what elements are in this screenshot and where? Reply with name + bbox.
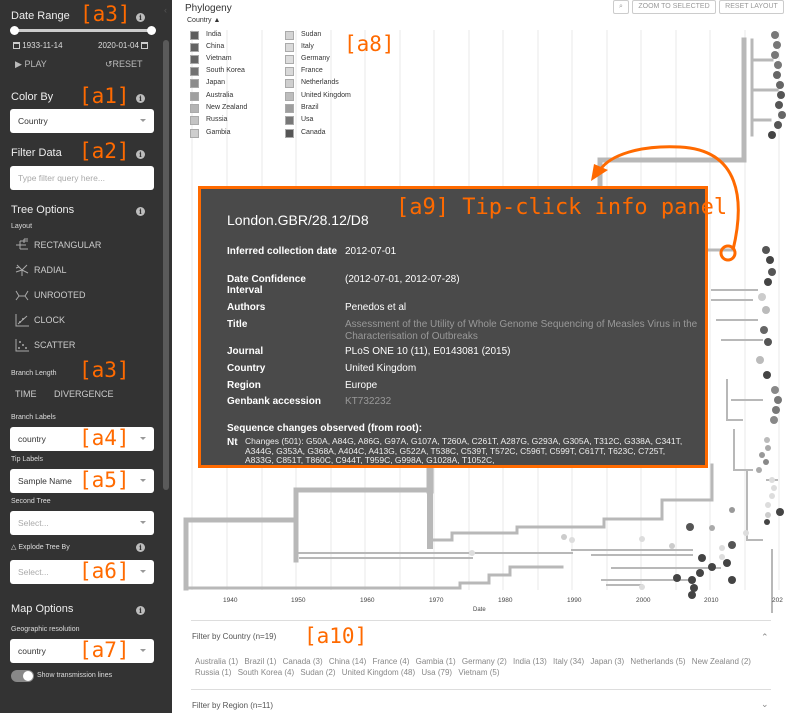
info-key: Date Confidence Interval [227, 274, 306, 296]
info-value: 2012-07-01 [345, 246, 397, 257]
legend-label: Gambia [206, 129, 231, 136]
tip-info-panel [198, 186, 708, 468]
filter-token[interactable]: United Kingdom (48) [341, 668, 416, 677]
legend-swatch [190, 116, 199, 125]
annotation-a9: [a9] Tip-click info panel [396, 195, 728, 220]
chevron-down-icon[interactable]: ⌄ [761, 699, 769, 709]
flask-icon: △ [11, 544, 17, 551]
info-value: Europe [345, 380, 378, 391]
legend-swatch [190, 129, 199, 138]
legend-label: Germany [301, 55, 330, 62]
annotation-a3-top: [a3] [80, 2, 131, 26]
date-range-title: Date Range [11, 10, 70, 22]
dropdown-caret-icon [140, 437, 146, 440]
legend-swatch [190, 79, 199, 88]
legend-swatch [190, 31, 199, 40]
legend-item[interactable] [285, 91, 375, 103]
legend-swatch [190, 55, 199, 64]
info-icon[interactable]: i [136, 606, 145, 615]
collapse-sidebar-icon[interactable]: ‹ [164, 5, 167, 15]
legend-label: United Kingdom [301, 92, 351, 99]
axis-tick: 1940 [223, 597, 238, 604]
filter-token[interactable]: Vietnam (5) [458, 668, 500, 677]
reset-layout-button[interactable]: RESET LAYOUT [719, 0, 784, 14]
date-range-slider[interactable] [14, 29, 152, 32]
info-key: Inferred collection date [227, 246, 338, 257]
dropdown-caret-icon [140, 649, 146, 652]
filter-token[interactable]: South Korea (4) [237, 668, 295, 677]
color-by-value: Country [18, 116, 48, 126]
chevron-up-icon[interactable]: ⌃ [761, 632, 769, 642]
axis-tick: 1990 [567, 597, 582, 604]
info-key: Genbank accession [227, 396, 321, 407]
nt-label: Nt [227, 437, 238, 448]
branch-labels-value: country [18, 434, 46, 444]
legend-swatch [285, 79, 294, 88]
dropdown-caret-icon [140, 479, 146, 482]
country-filter-tokens [195, 656, 765, 678]
info-key: Journal [227, 346, 264, 357]
legend-swatch [285, 43, 294, 52]
play-icon: ▶ [15, 59, 22, 69]
layout-label: Layout [11, 223, 33, 230]
legend-label: Vietnam [206, 55, 232, 62]
legend-title: Country [187, 17, 212, 24]
map-options-title: Map Options [11, 603, 74, 615]
legend-label: Russia [206, 116, 228, 123]
radial-layout-icon [14, 263, 30, 277]
date-range-start-handle[interactable] [10, 26, 19, 35]
legend-swatch [190, 43, 199, 52]
info-value: PLoS ONE 10 (11), E0143081 (2015) [345, 346, 511, 357]
legend-label: India [206, 31, 222, 38]
info-value: United Kingdom [345, 363, 417, 374]
filter-token[interactable]: Australia (1) [195, 657, 239, 666]
layout-label-text: RECTANGULAR [34, 240, 102, 250]
legend-swatch [285, 104, 294, 113]
filter-token[interactable]: India (13) [513, 657, 547, 666]
axis-tick: 2010 [704, 597, 719, 604]
axis-tick: 1980 [498, 597, 513, 604]
legend-label: New Zealand [206, 104, 248, 111]
second-tree-placeholder: Select... [18, 518, 49, 528]
info-key: Authors [227, 302, 266, 313]
legend-swatch [285, 92, 294, 101]
second-tree-label: Second Tree [11, 498, 51, 505]
legend-item[interactable] [190, 42, 280, 54]
filter-token[interactable]: Canada (3) [282, 657, 323, 666]
dropdown-caret-icon [140, 119, 146, 122]
legend-swatch [285, 129, 294, 138]
info-value: Penedos et al [345, 302, 407, 313]
info-value-link[interactable]: KT732232 [345, 396, 392, 407]
calendar-icon [13, 42, 20, 49]
play-button[interactable] [15, 59, 47, 70]
legend-item[interactable] [285, 128, 375, 140]
legend-label: France [301, 67, 323, 74]
info-key: Region [227, 380, 261, 391]
filter-token[interactable]: Sudan (2) [300, 668, 336, 677]
reset-label: RESET [112, 59, 143, 69]
legend-label: South Korea [206, 67, 245, 74]
annotation-a4: [a4] [79, 426, 130, 450]
axis-title: Date [473, 607, 486, 613]
info-icon[interactable]: i [136, 13, 145, 22]
reset-icon: ↺ [105, 59, 113, 69]
transmission-lines-label: Show transmission lines [37, 672, 113, 679]
filter-token[interactable]: Germany (2) [461, 657, 507, 666]
dropdown-caret-icon [140, 521, 146, 524]
legend-item[interactable] [190, 78, 280, 90]
phylogeny-title: Phylogeny [185, 3, 232, 14]
divider [191, 620, 771, 621]
filter-token[interactable]: Japan (3) [590, 657, 625, 666]
legend-label: Usa [301, 116, 314, 123]
legend-item[interactable] [285, 115, 375, 127]
legend-label: Canada [301, 129, 326, 136]
info-icon[interactable]: i [136, 207, 145, 216]
annotation-a8: [a8] [344, 32, 395, 56]
filter-token[interactable]: Usa (79) [421, 668, 453, 677]
divider [191, 689, 771, 690]
clock-layout-icon [14, 313, 30, 327]
zoom-out-icon: ⌕ [619, 3, 623, 10]
transmission-lines-toggle[interactable] [11, 670, 34, 682]
sidebar-scrollbar[interactable] [163, 40, 169, 490]
info-key: Country [227, 363, 266, 374]
legend-swatch [190, 92, 199, 101]
legend-label: Netherlands [301, 79, 339, 86]
end-date-text: 2020-01-04 [98, 41, 139, 50]
branch-length-time[interactable]: TIME [15, 389, 37, 399]
strain-name: London.GBR/28.12/D8 [227, 212, 369, 228]
rectangular-layout-icon [14, 238, 30, 252]
legend-item[interactable] [190, 91, 280, 103]
layout-label-text: CLOCK [34, 315, 66, 325]
info-key: Title [227, 319, 248, 330]
date-range-end-handle[interactable] [147, 26, 156, 35]
nt-changes: Changes (501): G50A, A84G, A86G, G97A, G107A, T260A, C261T, A287G, G293A, G305A, T312C, G338A, C341T, A344G, G353A, G368A, A404C, A413G, G522A, T538C, C539T, T572C, C596T, C599T, C617T, T623C, C725T, A833G, C851T, T860C, C944T, T959C, G998A, G1028A, T1052C, [245, 436, 683, 465]
explode-placeholder: Select... [18, 567, 49, 577]
layout-label-text: SCATTER [34, 340, 76, 350]
legend-item[interactable] [190, 54, 280, 66]
branch-labels-label: Branch Labels [11, 414, 56, 421]
annotation-a6: [a6] [79, 559, 130, 583]
legend-item[interactable] [190, 128, 280, 140]
filter-token[interactable]: Gambia (1) [415, 657, 456, 666]
filter-token[interactable]: France (4) [372, 657, 410, 666]
filter-token[interactable]: Netherlands (5) [630, 657, 686, 666]
annotation-a2: [a2] [79, 139, 130, 163]
explode-label-text: Explode Tree By [18, 544, 70, 551]
filter-token[interactable]: China (14) [328, 657, 367, 666]
info-value-link[interactable]: Assessment of the Utility of Whole Genome Sequencing of Measles Virus in the Characterisation of Outbreaks [345, 319, 698, 342]
legend-label: Sudan [301, 31, 322, 38]
filter-region-header[interactable]: Filter by Region (n=11) [192, 701, 273, 710]
legend-item[interactable] [190, 66, 280, 78]
scatter-layout-icon [14, 338, 30, 352]
legend-label: Brazil [301, 104, 319, 111]
legend-label: China [206, 43, 225, 50]
color-by-select[interactable] [10, 109, 154, 133]
legend-swatch [285, 55, 294, 64]
legend-item[interactable] [190, 30, 280, 42]
annotation-a3-branch: [a3] [79, 358, 130, 382]
unrooted-layout-icon [14, 288, 30, 302]
filter-country-header[interactable]: Filter by Country (n=19) [192, 632, 277, 641]
filter-token[interactable]: New Zealand (2) [691, 657, 751, 666]
info-value: (2012-07-01, 2012-07-28) [345, 274, 460, 285]
legend-item[interactable] [285, 78, 375, 90]
toggle-knob [23, 671, 33, 681]
geo-res-value: country [18, 646, 46, 656]
legend-item[interactable] [190, 103, 280, 115]
axis-tick: 1970 [429, 597, 444, 604]
axis-tick: 2000 [636, 597, 651, 604]
legend-swatch [190, 104, 199, 113]
filter-data-title: Filter Data [11, 147, 62, 159]
legend-toggle[interactable] [187, 17, 220, 24]
second-tree-select[interactable] [10, 511, 154, 535]
zoom-out-button[interactable] [613, 0, 629, 14]
annotation-a10: [a10] [304, 624, 368, 648]
axis-tick: 1950 [291, 597, 306, 604]
date-range-end[interactable] [98, 41, 148, 50]
filter-placeholder: Type filter query here... [18, 173, 105, 183]
legend-label: Italy [301, 43, 314, 50]
tree-options-title: Tree Options [11, 204, 75, 216]
filter-token[interactable]: Brazil (1) [244, 657, 277, 666]
calendar-icon [141, 42, 148, 49]
legend-label: Japan [206, 79, 226, 86]
play-label: PLAY [24, 59, 47, 69]
filter-data-input[interactable] [10, 166, 154, 190]
chevron-up-icon: ▲ [213, 17, 221, 24]
legend-swatch [285, 116, 294, 125]
legend-item[interactable] [285, 103, 375, 115]
legend-swatch [285, 31, 294, 40]
filter-token[interactable]: Italy (34) [553, 657, 585, 666]
legend-swatch [190, 67, 199, 76]
geo-res-label: Geographic resolution [11, 626, 80, 633]
dropdown-caret-icon [140, 570, 146, 573]
legend-label: Australia [206, 92, 234, 99]
axis-tick: 1960 [360, 597, 375, 604]
zoom-to-selected-button[interactable]: ZOOM TO SELECTED [632, 0, 716, 14]
legend-swatch [285, 67, 294, 76]
explode-tree-label [11, 543, 70, 551]
info-icon[interactable]: i [136, 150, 145, 159]
annotation-a7: [a7] [79, 638, 130, 662]
layout-label-text: RADIAL [34, 265, 67, 275]
legend-item[interactable] [190, 115, 280, 127]
filter-token[interactable]: Russia (1) [195, 668, 232, 677]
annotation-a5: [a5] [79, 468, 130, 492]
info-icon[interactable]: i [136, 94, 145, 103]
tip-labels-label: Tip Labels [11, 456, 44, 463]
layout-label-text: UNROOTED [34, 290, 86, 300]
branch-length-label: Branch Length [11, 370, 57, 377]
info-icon[interactable]: i [136, 543, 145, 552]
date-range-start[interactable] [13, 41, 63, 50]
start-date-text: 1933-11-14 [22, 41, 63, 50]
branch-length-divergence[interactable]: DIVERGENCE [54, 389, 114, 399]
annotation-a1: [a1] [79, 84, 130, 108]
reset-button[interactable] [105, 59, 143, 70]
tip-labels-value: Sample Name [18, 476, 72, 486]
legend-item[interactable] [285, 66, 375, 78]
sequence-changes-header: Sequence changes observed (from root): [227, 423, 423, 434]
axis-tick: 202 [772, 597, 783, 604]
color-by-title: Color By [11, 91, 54, 103]
